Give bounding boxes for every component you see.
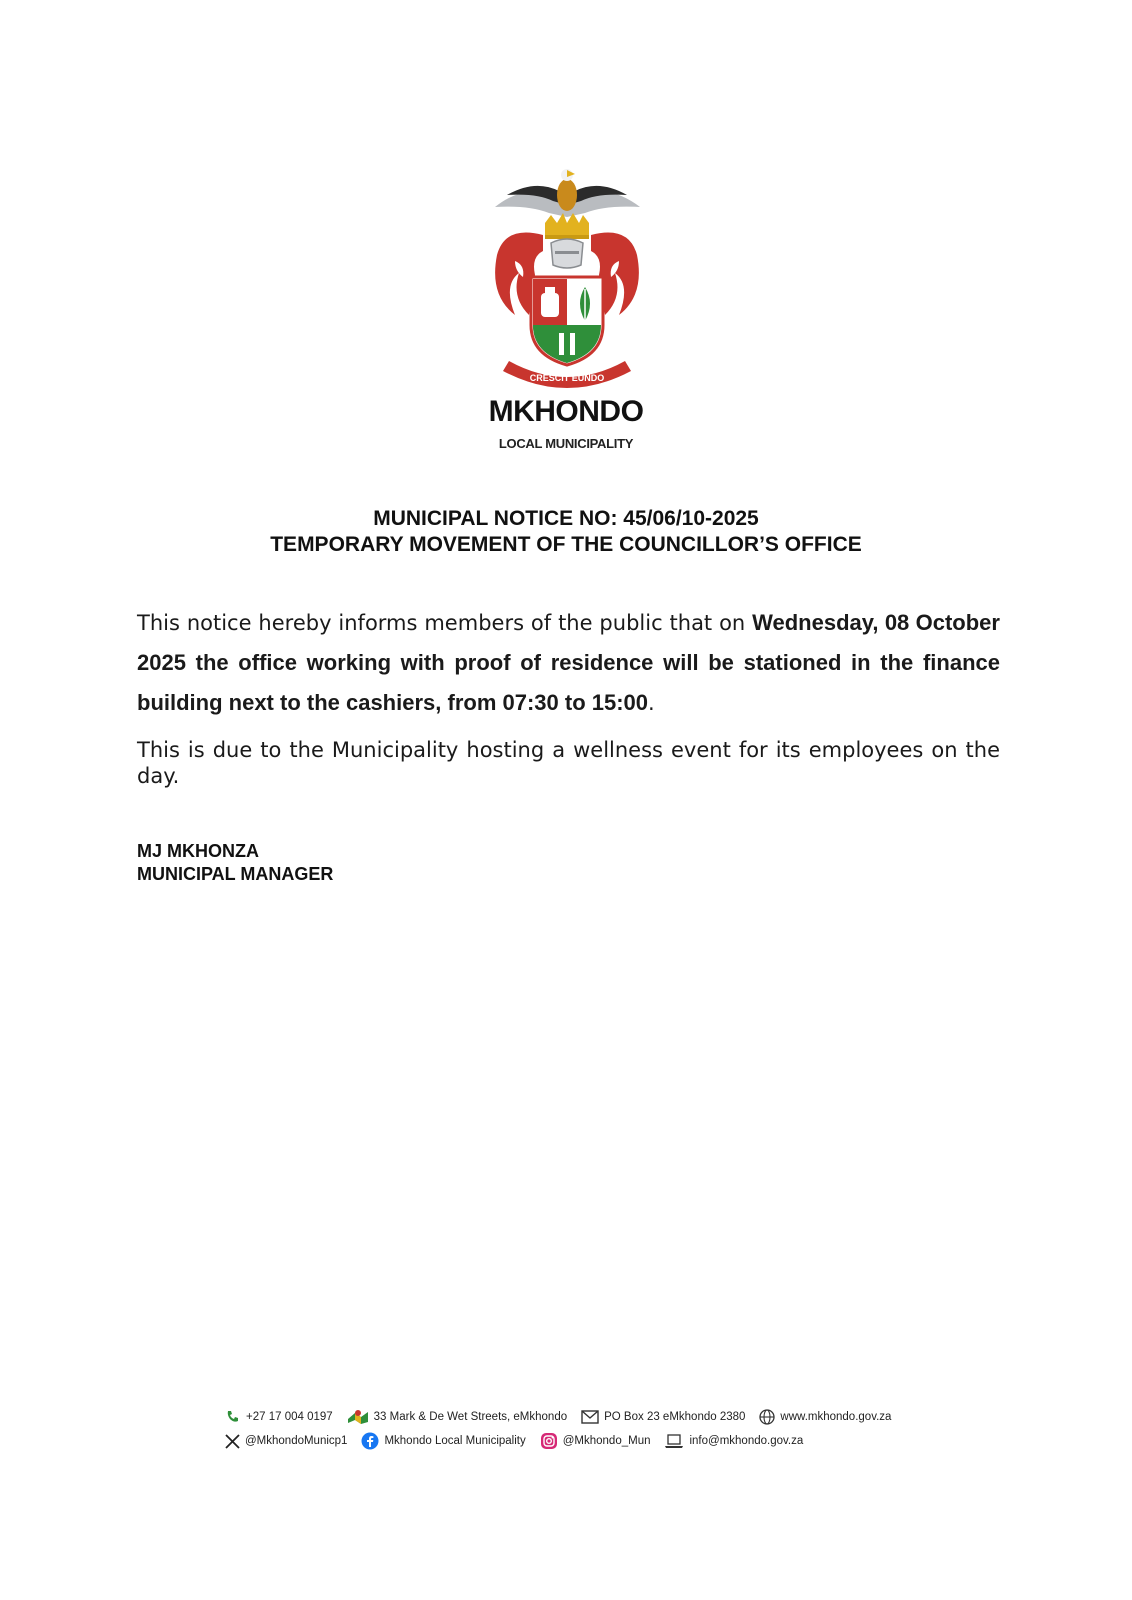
footer-address: 33 Mark & De Wet Streets, eMkhondo: [347, 1409, 567, 1425]
footer-phone: +27 17 004 0197: [225, 1409, 333, 1425]
footer-email[interactable]: info@mkhondo.gov.za: [664, 1434, 803, 1449]
para1-bold-details: Wednesday, 08 October 2025 the office working with proof of residence will be stationed in the finance building next to the cashiers, from 07:30 to 15:00: [137, 610, 1000, 715]
signatory-position: MUNICIPAL MANAGER: [137, 864, 334, 884]
mail-envelope-icon: [581, 1410, 599, 1424]
notice-paragraph-1: [137, 603, 1000, 723]
footer-row-2: [225, 1429, 925, 1453]
footer-website[interactable]: www.mkhondo.gov.za: [759, 1409, 891, 1425]
notice-title: TEMPORARY MOVEMENT OF THE COUNCILLOR’S OFFICE: [270, 533, 862, 556]
footer-facebook[interactable]: Mkhondo Local Municipality: [361, 1432, 525, 1450]
globe-icon: [759, 1409, 775, 1425]
municipal-crest-logo: [485, 165, 650, 395]
para1-lead: This notice hereby informs members of the public that on: [137, 611, 753, 635]
org-subtitle: LOCAL MUNICIPALITY: [498, 436, 634, 451]
facebook-icon: [361, 1432, 379, 1450]
x-twitter-icon: [225, 1434, 240, 1449]
contact-footer: [225, 1405, 925, 1453]
notice-number: MUNICIPAL NOTICE NO: 45/06/10-2025: [373, 507, 759, 530]
phone-icon: [225, 1409, 241, 1425]
org-name: MKHONDO: [488, 395, 644, 428]
para1-end: .: [648, 691, 655, 715]
footer-row-1: [225, 1405, 925, 1429]
signatory-name: MJ MKHONZA: [137, 841, 259, 861]
footer-x-handle[interactable]: @MkhondoMunicp1: [225, 1434, 347, 1449]
map-location-icon: [347, 1409, 369, 1425]
signoff: [137, 840, 333, 886]
instagram-icon: [540, 1432, 558, 1450]
footer-po-box: PO Box 23 eMkhondo 2380: [581, 1410, 745, 1424]
notice-paragraph-2: This is due to the Municipality hosting a wellness event for its employees on the day.: [137, 738, 1000, 788]
crest-motto: CRESCIT EUNDO: [529, 373, 605, 383]
laptop-icon: [664, 1434, 684, 1449]
footer-instagram[interactable]: @Mkhondo_Mun: [540, 1432, 651, 1450]
